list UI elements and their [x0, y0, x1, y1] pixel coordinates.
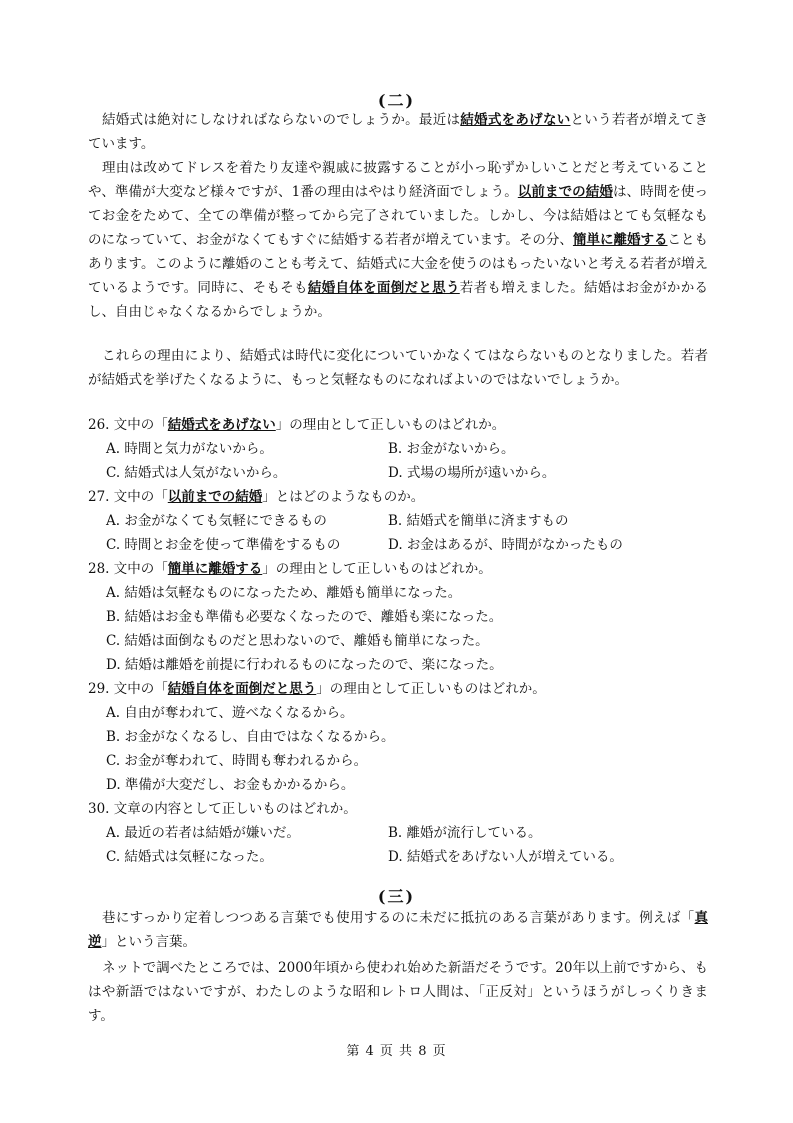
p1-text-b: という若者が増えてきています。 [88, 112, 709, 152]
p2-underline-1: 以前までの結婚 [517, 184, 613, 200]
section-3-title: (三) [377, 887, 416, 906]
s3p1-text-b: 」という言葉。 [101, 934, 196, 950]
q26-option-a[interactable]: A. 時間と気力がないから。 [106, 441, 273, 457]
q30-option-b[interactable]: B. 離婚が流行している。 [388, 825, 542, 841]
q29-option-a[interactable]: A. 自由が奪われて、遊べなくなるから。 [106, 705, 354, 721]
question-30 [88, 798, 708, 820]
q30-option-c[interactable]: C. 結婚式は気軽になった。 [106, 849, 273, 865]
section-2-paragraph-2 [88, 156, 708, 324]
question-28 [88, 558, 708, 580]
p1-underline-1: 結婚式をあげない [460, 112, 571, 128]
q28-option-a[interactable]: A. 結婚は気軽なものになったため、離婚も簡単になった。 [106, 585, 462, 601]
q26-stem-underline: 結婚式をあげない [167, 417, 276, 433]
q29-stem-underline: 結婚自体を面倒だと思う [167, 681, 317, 697]
page-footer: 第 4 页 共 8 页 [346, 1044, 447, 1059]
q26-stem-b: 」の理由として正しいものはどれか。 [275, 417, 506, 433]
q28-stem-a: 28. 文中の「 [88, 561, 168, 577]
q29-stem-a: 29. 文中の「 [88, 681, 168, 697]
q29-stem-b: 」の理由として正しいものはどれか。 [316, 681, 546, 697]
q29-option-c[interactable]: C. お金が奪われて、時間も奪われるから。 [106, 753, 368, 769]
p2-text-a: 理由は改めてドレスを着たり友達や親戚に披露することが小っ恥ずかしいことだと考えていることや、準備が大変など様々ですが、1番の理由はやはり経済面でしょう。 [88, 160, 708, 200]
q26-option-c[interactable]: C. 結婚式は人気がないから。 [106, 465, 287, 481]
q27-option-a[interactable]: A. お金がなくても気軽にできるもの [106, 513, 327, 529]
q27-option-c[interactable]: C. 時間とお金を使って準備をするもの [106, 537, 341, 553]
q30-option-d[interactable]: D. 結婚式をあげない人が増えている。 [388, 849, 623, 865]
q27-option-d[interactable]: D. お金はあるが、時間がなかったもの [388, 537, 623, 553]
q30-option-a[interactable]: A. 最近の若者は結婚が嫌いだ。 [106, 825, 300, 841]
p2-text-b: は、時間を使ってお金をためて、全ての準備が整ってから完了されていました。しかし、今は結婚はとても気軽なものになっていて、お金がなくてもすぐに結婚する若者が増えています。その分、 [88, 184, 709, 248]
section-3-paragraph-1 [88, 906, 708, 954]
section-3-paragraph-2: ネットで調べたところでは、2000年頃から使われ始めた新語だそうです。20年以上前ですから、もはや新語ではないですが、わたしのような昭和レトロ人間は、「正反対」というほうがしっくりきます。 [88, 960, 708, 1024]
p2-underline-3: 結婚自体を面倒だと思う [307, 280, 460, 296]
q28-stem-underline: 簡単に離婚する [167, 561, 263, 577]
question-27 [88, 486, 708, 508]
s3p1-underline-1: 真逆 [88, 910, 708, 950]
q28-option-d[interactable]: D. 結婚は離婚を前提に行われるものになったので、楽になった。 [106, 657, 503, 673]
q26-option-d[interactable]: D. 式場の場所が遠いから。 [388, 465, 556, 481]
q27-stem-a: 27. 文中の「 [88, 489, 168, 505]
q30-stem: 30. 文章の内容として正しいものはどれか。 [88, 801, 357, 817]
question-29 [88, 678, 708, 700]
q26-stem-a: 26. 文中の「 [88, 417, 168, 433]
section-2-paragraph-3: これらの理由により、結婚式は時代に変化についていかなくてはならないものとなりました。若者が結婚式を挙げたくなるように、もっと気軽なものになればよいのではないでしょうか。 [88, 348, 708, 388]
section-2-paragraph-1 [88, 108, 708, 156]
q26-option-b[interactable]: B. お金がないから。 [388, 441, 515, 457]
q28-option-b[interactable]: B. 結婚はお金も準備も必要なくなったので、離婚も楽になった。 [106, 609, 503, 625]
q27-option-b[interactable]: B. 結婚式を簡単に済ますもの [388, 513, 569, 529]
q27-stem-b: 」とはどのようなものか。 [262, 489, 425, 505]
p2-text-d: 若者も増えました。結婚はお金がかかるし、自由じゃなくなるからでしょうか。 [88, 280, 709, 320]
p1-text-a: 結婚式は絶対にしなければならないのでしょうか。最近は [102, 112, 461, 128]
q29-option-d[interactable]: D. 準備が大変だし、お金もかかるから。 [106, 777, 355, 793]
p2-text-c: こともあります。このように離婚のことも考えて、結婚式に大金を使うのはもったいないと考える若者が増えているようです。同時に、そもそも [88, 232, 709, 296]
section-2-title: (二) [377, 91, 416, 110]
q27-stem-underline: 以前までの結婚 [167, 489, 263, 505]
p2-underline-2: 簡単に離婚する [572, 232, 668, 248]
q28-stem-b: 」の理由として正しいものはどれか。 [262, 561, 492, 577]
q29-option-b[interactable]: B. お金がなくなるし、自由ではなくなるから。 [106, 729, 395, 745]
s3p1-text-a: 巷にすっかり定着しつつある言葉でも使用するのに未だに抵抗のある言葉があります。例えば「 [102, 910, 695, 926]
question-26 [88, 414, 708, 436]
q28-option-c[interactable]: C. 結婚は面倒なものだと思わないので、離婚も簡単になった。 [106, 633, 489, 649]
